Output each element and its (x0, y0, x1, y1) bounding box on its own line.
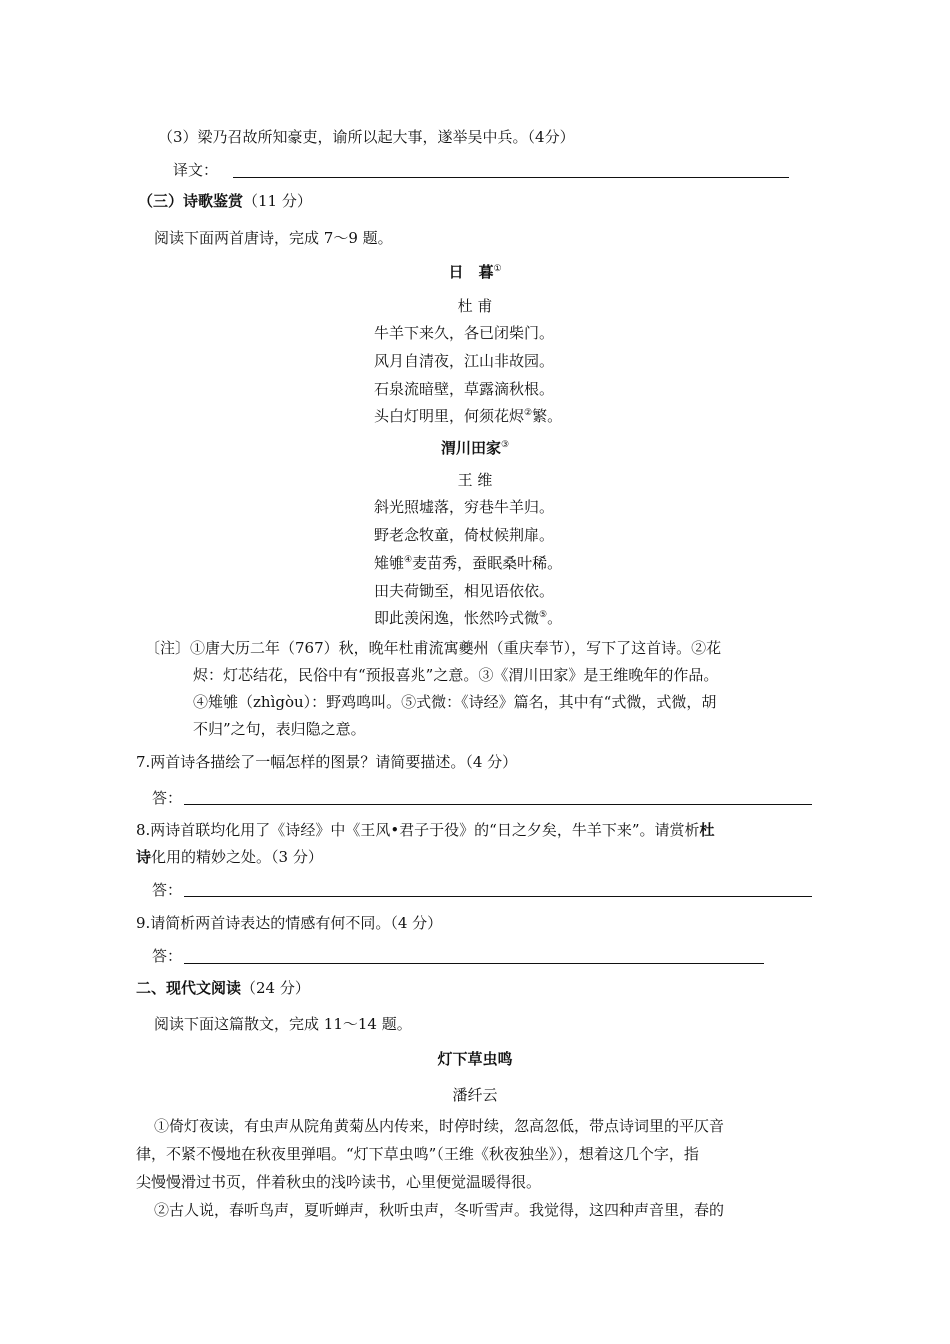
question-3: （3）梁乃召故所知豪吏，谕所以起大事，遂举吴中兵。（4分） (158, 128, 575, 146)
essay-p1-line-1: ①倚灯夜读，有虫声从院角黄菊丛内传来，时停时续，忽高忽低，带点诗词里的平仄音 (154, 1117, 725, 1135)
question-7: 7.两首诗各描绘了一幅怎样的图景？请简要描述。（4 分） (136, 753, 518, 771)
poem1-author: 杜 甫 (457, 297, 493, 315)
part-2-intro: 阅读下面这篇散文，完成 11～14 题。 (154, 1015, 412, 1033)
poem2-line-3: 雉雊④麦苗秀，蚕眠桑叶稀。 (374, 554, 563, 572)
q7-answer-line (184, 804, 812, 805)
poem2-line-4: 田夫荷锄至，相见语依依。 (374, 582, 555, 600)
q9-answer-label: 答： (152, 947, 183, 965)
poem2-line-5: 即此羡闲逸，怅然吟式微⑤。 (374, 609, 563, 627)
essay-author: 潘纤云 (452, 1086, 498, 1104)
notes-line-1: 〔注〕①唐大历二年（767）秋，晚年杜甫流寓夔州（重庆奉节），写下了这首诗。②花 (145, 639, 722, 657)
poem1-line-3: 石泉流暗壁，草露滴秋根。 (374, 380, 555, 398)
poem2-title: 渭川田家③ (440, 439, 510, 457)
part-2-heading: 二、现代文阅读（24 分） (136, 979, 310, 997)
q7-answer-label: 答： (152, 789, 183, 807)
question-8-line-1: 8.两诗首联均化用了《诗经》中《王风•君子于役》的“日之夕矣，牛羊下来”。请赏析杜 (136, 821, 715, 839)
notes-line-2: 烬：灯芯结花，民俗中有“预报喜兆”之意。③《渭川田家》是王维晚年的作品。 (193, 666, 719, 684)
poem1-line-2: 风月自清夜，江山非故园。 (374, 352, 555, 370)
notes-line-3: ④雉雊（zhìgòu）：野鸡鸣叫。⑤式微：《诗经》篇名，其中有“式微，式微，胡 (193, 693, 717, 711)
q3-answer-label: 译文： (173, 161, 219, 179)
q8-answer-label: 答： (152, 881, 183, 899)
notes-line-4: 不归”之句，表归隐之意。 (193, 720, 366, 738)
essay-title: 灯下草虫鸣 (437, 1050, 513, 1068)
q8-answer-line (184, 896, 812, 897)
poem1-line-1: 牛羊下来久，各已闭柴门。 (374, 324, 555, 342)
essay-p1-line-3: 尖慢慢滑过书页，伴着秋虫的浅吟读书，心里便觉温暖得很。 (136, 1173, 542, 1191)
question-8-line-2: 诗化用的精妙之处。（3 分） (136, 848, 323, 866)
question-9: 9.请简析两首诗表达的情感有何不同。（4 分） (136, 914, 443, 932)
q9-answer-line (184, 963, 764, 964)
essay-p2-line-1: ②古人说，春听鸟声，夏听蝉声，秋听虫声，冬听雪声。我觉得，这四种声音里，春的 (154, 1201, 725, 1219)
poem2-line-1: 斜光照墟落，穷巷牛羊归。 (374, 498, 555, 516)
section-3-heading: （三）诗歌鉴赏（11 分） (138, 192, 312, 210)
essay-p1-line-2: 律，不紧不慢地在秋夜里弹唱。“灯下草虫鸣”（王维《秋夜独坐》），想着这几个字，指 (136, 1145, 699, 1163)
poem1-line-4: 头白灯明里，何须花烬②繁。 (374, 407, 563, 425)
poem2-line-2: 野老念牧童，倚杖候荆扉。 (374, 526, 555, 544)
q3-answer-line (233, 177, 789, 178)
section-3-intro: 阅读下面两首唐诗，完成 7～9 题。 (154, 229, 393, 247)
poem2-author: 王 维 (457, 471, 493, 489)
poem1-title: 日 暮① (448, 263, 502, 281)
